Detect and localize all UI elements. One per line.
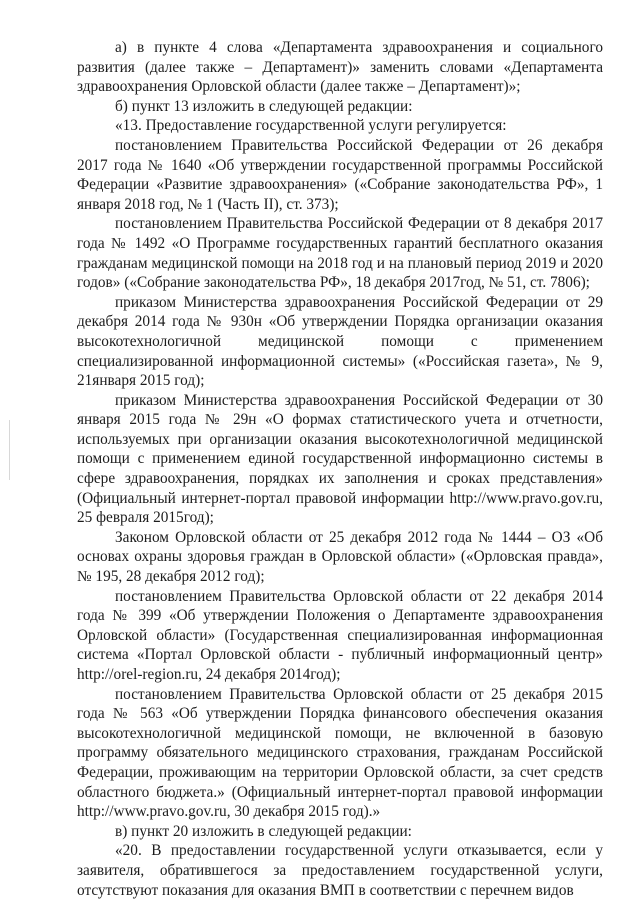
paragraph-decree-1640: постановлением Правительства Российской Федерации от 26 декабря 2017 года № 1640 «Об утверждении государственной программы Российской Федерации «Развитие здравоохранения» («Собрание законодательства РФ», 1 января 2018 год, № 1 (Часть II), ст. 373); — [77, 136, 603, 213]
paragraph-law-1444: Законом Орловской области от 25 декабря 2012 года № 1444 – ОЗ «Об основах охраны здоровья граждан в Орловской области» («Орловская правда», № 195, 28 декабря 2012 год); — [77, 528, 603, 586]
paragraph-decree-563: постановлением Правительства Орловской области от 25 декабря 2015 года № 563 «Об утверждении Порядка финансового обеспечения оказания высокотехнологичной медицинской помощи, не включенной в базовую программу обязательного медицинского страхования, гражданам Российской Федерации, проживающим на территории Орловской области, за счет средств областного бюджета.» (Официальный интернет-портал правовой информации http://www.pravo.gov.ru, 30 декабря 2015 год).» — [77, 685, 603, 821]
document-body — [77, 38, 603, 900]
paragraph-order-930n: приказом Министерства здравоохранения Российской Федерации от 29 декабря 2014 года № 930н «Об утверждении Порядка организации оказания высокотехнологичной медицинской помощи с применением специализированной информационной системы» («Российская газета», № 9, 21января 2015 год); — [77, 293, 603, 390]
paragraph-decree-1492: постановлением Правительства Российской Федерации от 8 декабря 2017 года № 1492 «О Программе государственных гарантий бесплатного оказания гражданам медицинской помощи на 2018 год и на плановый период 2019 и 2020 годов» («Собрание законодательства РФ», 18 декабря 2017год, № 51, ст. 7806); — [77, 215, 603, 292]
paragraph-amendment-b: б) пункт 13 изложить в следующей редакции: — [115, 97, 413, 115]
paragraph-amendment-a: а) в пункте 4 слова «Департамента здравоохранения и социального развития (далее также – Департамент)» заменить словами «Департамента здравоохранения Орловской области (далее также – Департамент)»; — [77, 39, 603, 96]
paragraph-order-29n: приказом Министерства здравоохранения Российской Федерации от 30 января 2015 года № 29н «О формах статистического учета и отчетности, используемых при организации оказания высокотехнологичной медицинской помощи с применением единой государственной информационно системы в сфере здравоохранения, порядках их заполнения и сроках представления» (Официальный интернет-портал правовой информации http://www.pravo.gov.ru, 25 февраля 2015год); — [77, 391, 603, 527]
paragraph-amendment-c: в) пункт 20 изложить в следующей редакции: — [115, 822, 412, 840]
paragraph-item-13-heading: «13. Предоставление государственной услуги регулируется: — [115, 117, 507, 135]
paragraph-decree-399: постановлением Правительства Орловской области от 22 декабря 2014 года № 399 «Об утверждении Положения о Департаменте здравоохранения Орловской области» (Государственная специализированная информационная система «Портал Орловской области - публичный информационный центр» http://orel-region.ru, 24 декабря 2014год); — [77, 587, 603, 683]
paragraph-item-20: «20. В предоставлении государственной услуги отказывается, если у заявителя, обратившегося за предоставлением государственной услуги, отсутствуют показания для оказания ВМП в соответствии с перечнем видов — [77, 842, 603, 899]
scan-margin-mark — [9, 420, 10, 480]
